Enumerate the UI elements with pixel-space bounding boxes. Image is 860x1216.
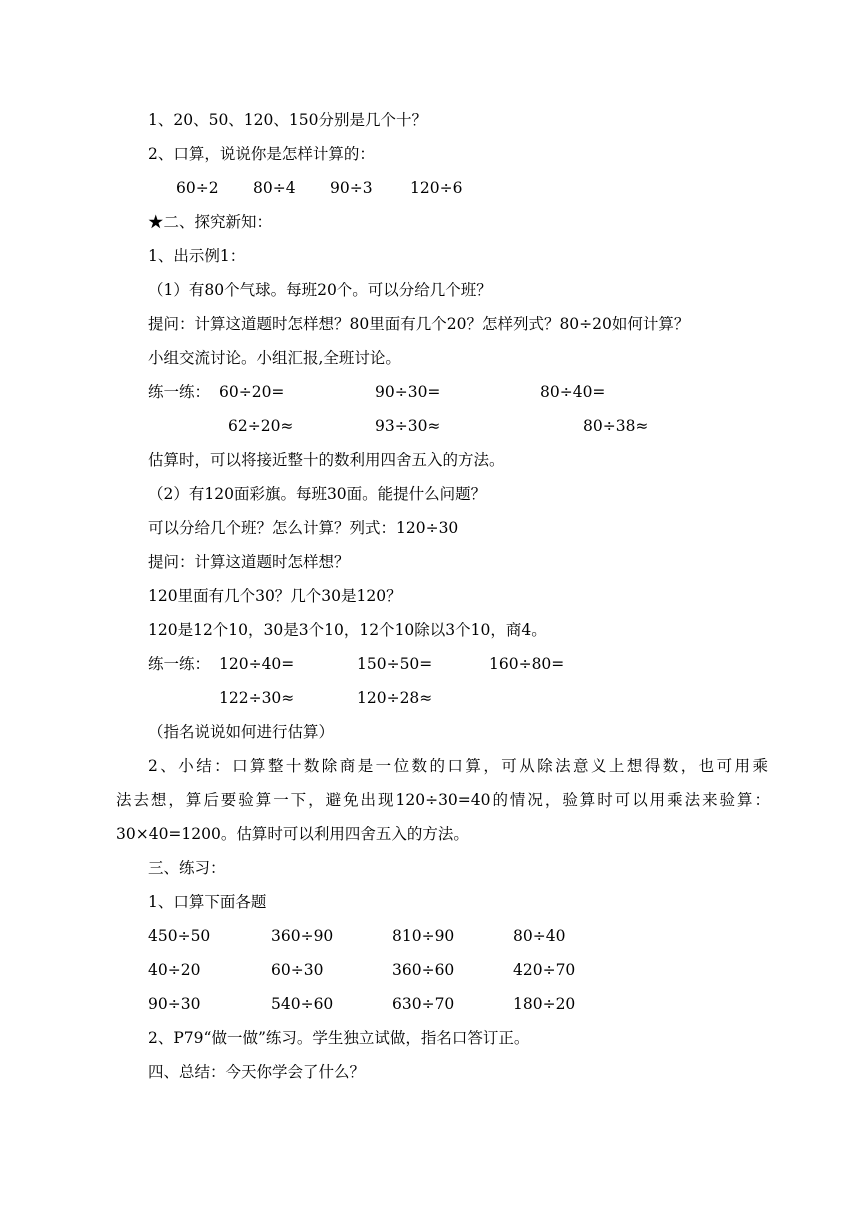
discussion-note: 小组交流讨论。小组汇报,全班讨论。 <box>148 349 401 367</box>
practice-item: 80÷38≈ <box>583 417 649 435</box>
question-prompt-2-answer: 120是12个10，30是3个10，12个10除以3个10，商4。 <box>148 621 547 639</box>
practice-item: 160÷80= <box>489 655 565 673</box>
practice-item: 80÷40= <box>540 383 606 401</box>
practice-item: 62÷20≈ <box>228 417 294 435</box>
warmup-question-1: 1、20、50、120、150分别是几个十？ <box>148 111 427 129</box>
warmup-item: 90÷3 <box>330 179 373 197</box>
problem-2: （2）有120面彩旗。每班30面。能提什么问题？ <box>148 485 487 503</box>
practice-note: （指名说说如何进行估算） <box>148 723 335 741</box>
practice-item: 90÷30= <box>375 383 441 401</box>
exercise-item: 630÷70 <box>392 995 455 1013</box>
exercise-item: 80÷40 <box>513 927 566 945</box>
section-heading-practice: 三、练习： <box>148 859 226 877</box>
summary-paragraph-line: 2、小结：口算整十数除商是一位数的口算，可从除法意义上想得数，也可用乘 <box>148 757 768 775</box>
question-prompt-1: 提问：计算这道题时怎样想？80里面有几个20？怎样列式？80÷20如何计算？ <box>148 315 690 333</box>
exercise-item: 450÷50 <box>148 927 211 945</box>
estimate-note: 估算时，可以将接近整十的数利用四舍五入的方法。 <box>148 451 505 469</box>
exercise-item: 360÷60 <box>392 961 455 979</box>
example-title: 1、出示例1： <box>148 247 246 265</box>
warmup-item: 120÷6 <box>410 179 463 197</box>
exercise-item: 60÷30 <box>271 961 324 979</box>
exercise-item: 40÷20 <box>148 961 201 979</box>
section-heading-explore: ★二、探究新知： <box>148 213 273 231</box>
exercise-item: 420÷70 <box>513 961 576 979</box>
question-prompt-2: 提问：计算这道题时怎样想？ <box>148 553 350 571</box>
problem-2-question: 可以分给几个班？怎么计算？列式：120÷30 <box>148 519 459 537</box>
practice-label: 练一练： <box>148 383 211 401</box>
practice-item: 150÷50= <box>357 655 433 673</box>
exercise-item: 360÷90 <box>271 927 334 945</box>
exercise-item: 540÷60 <box>271 995 334 1013</box>
exercise-item: 180÷20 <box>513 995 576 1013</box>
practice-item: 120÷28≈ <box>357 689 433 707</box>
practice-label: 练一练： <box>148 655 211 673</box>
problem-1: （1）有80个气球。每班20个。可以分给几个班？ <box>148 281 492 299</box>
practice-item: 93÷30≈ <box>375 417 441 435</box>
practice-item: 122÷30≈ <box>219 689 295 707</box>
summary-paragraph-line: 30×40=1200。估算时可以利用四舍五入的方法。 <box>116 825 469 843</box>
summary-paragraph-line: 法去想，算后要验算一下，避免出现120÷30=40的情况，验算时可以用乘法来验算： <box>116 791 770 809</box>
exercise-item: 810÷90 <box>392 927 455 945</box>
section-heading-conclusion: 四、总结：今天你学会了什么？ <box>148 1063 366 1081</box>
practice-task-1: 1、口算下面各题 <box>148 893 267 911</box>
warmup-item: 80÷4 <box>253 179 296 197</box>
practice-task-2: 2、P79“做一做”练习。学生独立试做，指名口答订正。 <box>148 1029 530 1047</box>
practice-item: 60÷20= <box>219 383 285 401</box>
question-prompt-2-detail: 120里面有几个30？几个30是120？ <box>148 587 402 605</box>
exercise-item: 90÷30 <box>148 995 201 1013</box>
warmup-question-2: 2、口算，说说你是怎样计算的： <box>148 145 375 163</box>
warmup-item: 60÷2 <box>176 179 219 197</box>
practice-item: 120÷40= <box>219 655 295 673</box>
